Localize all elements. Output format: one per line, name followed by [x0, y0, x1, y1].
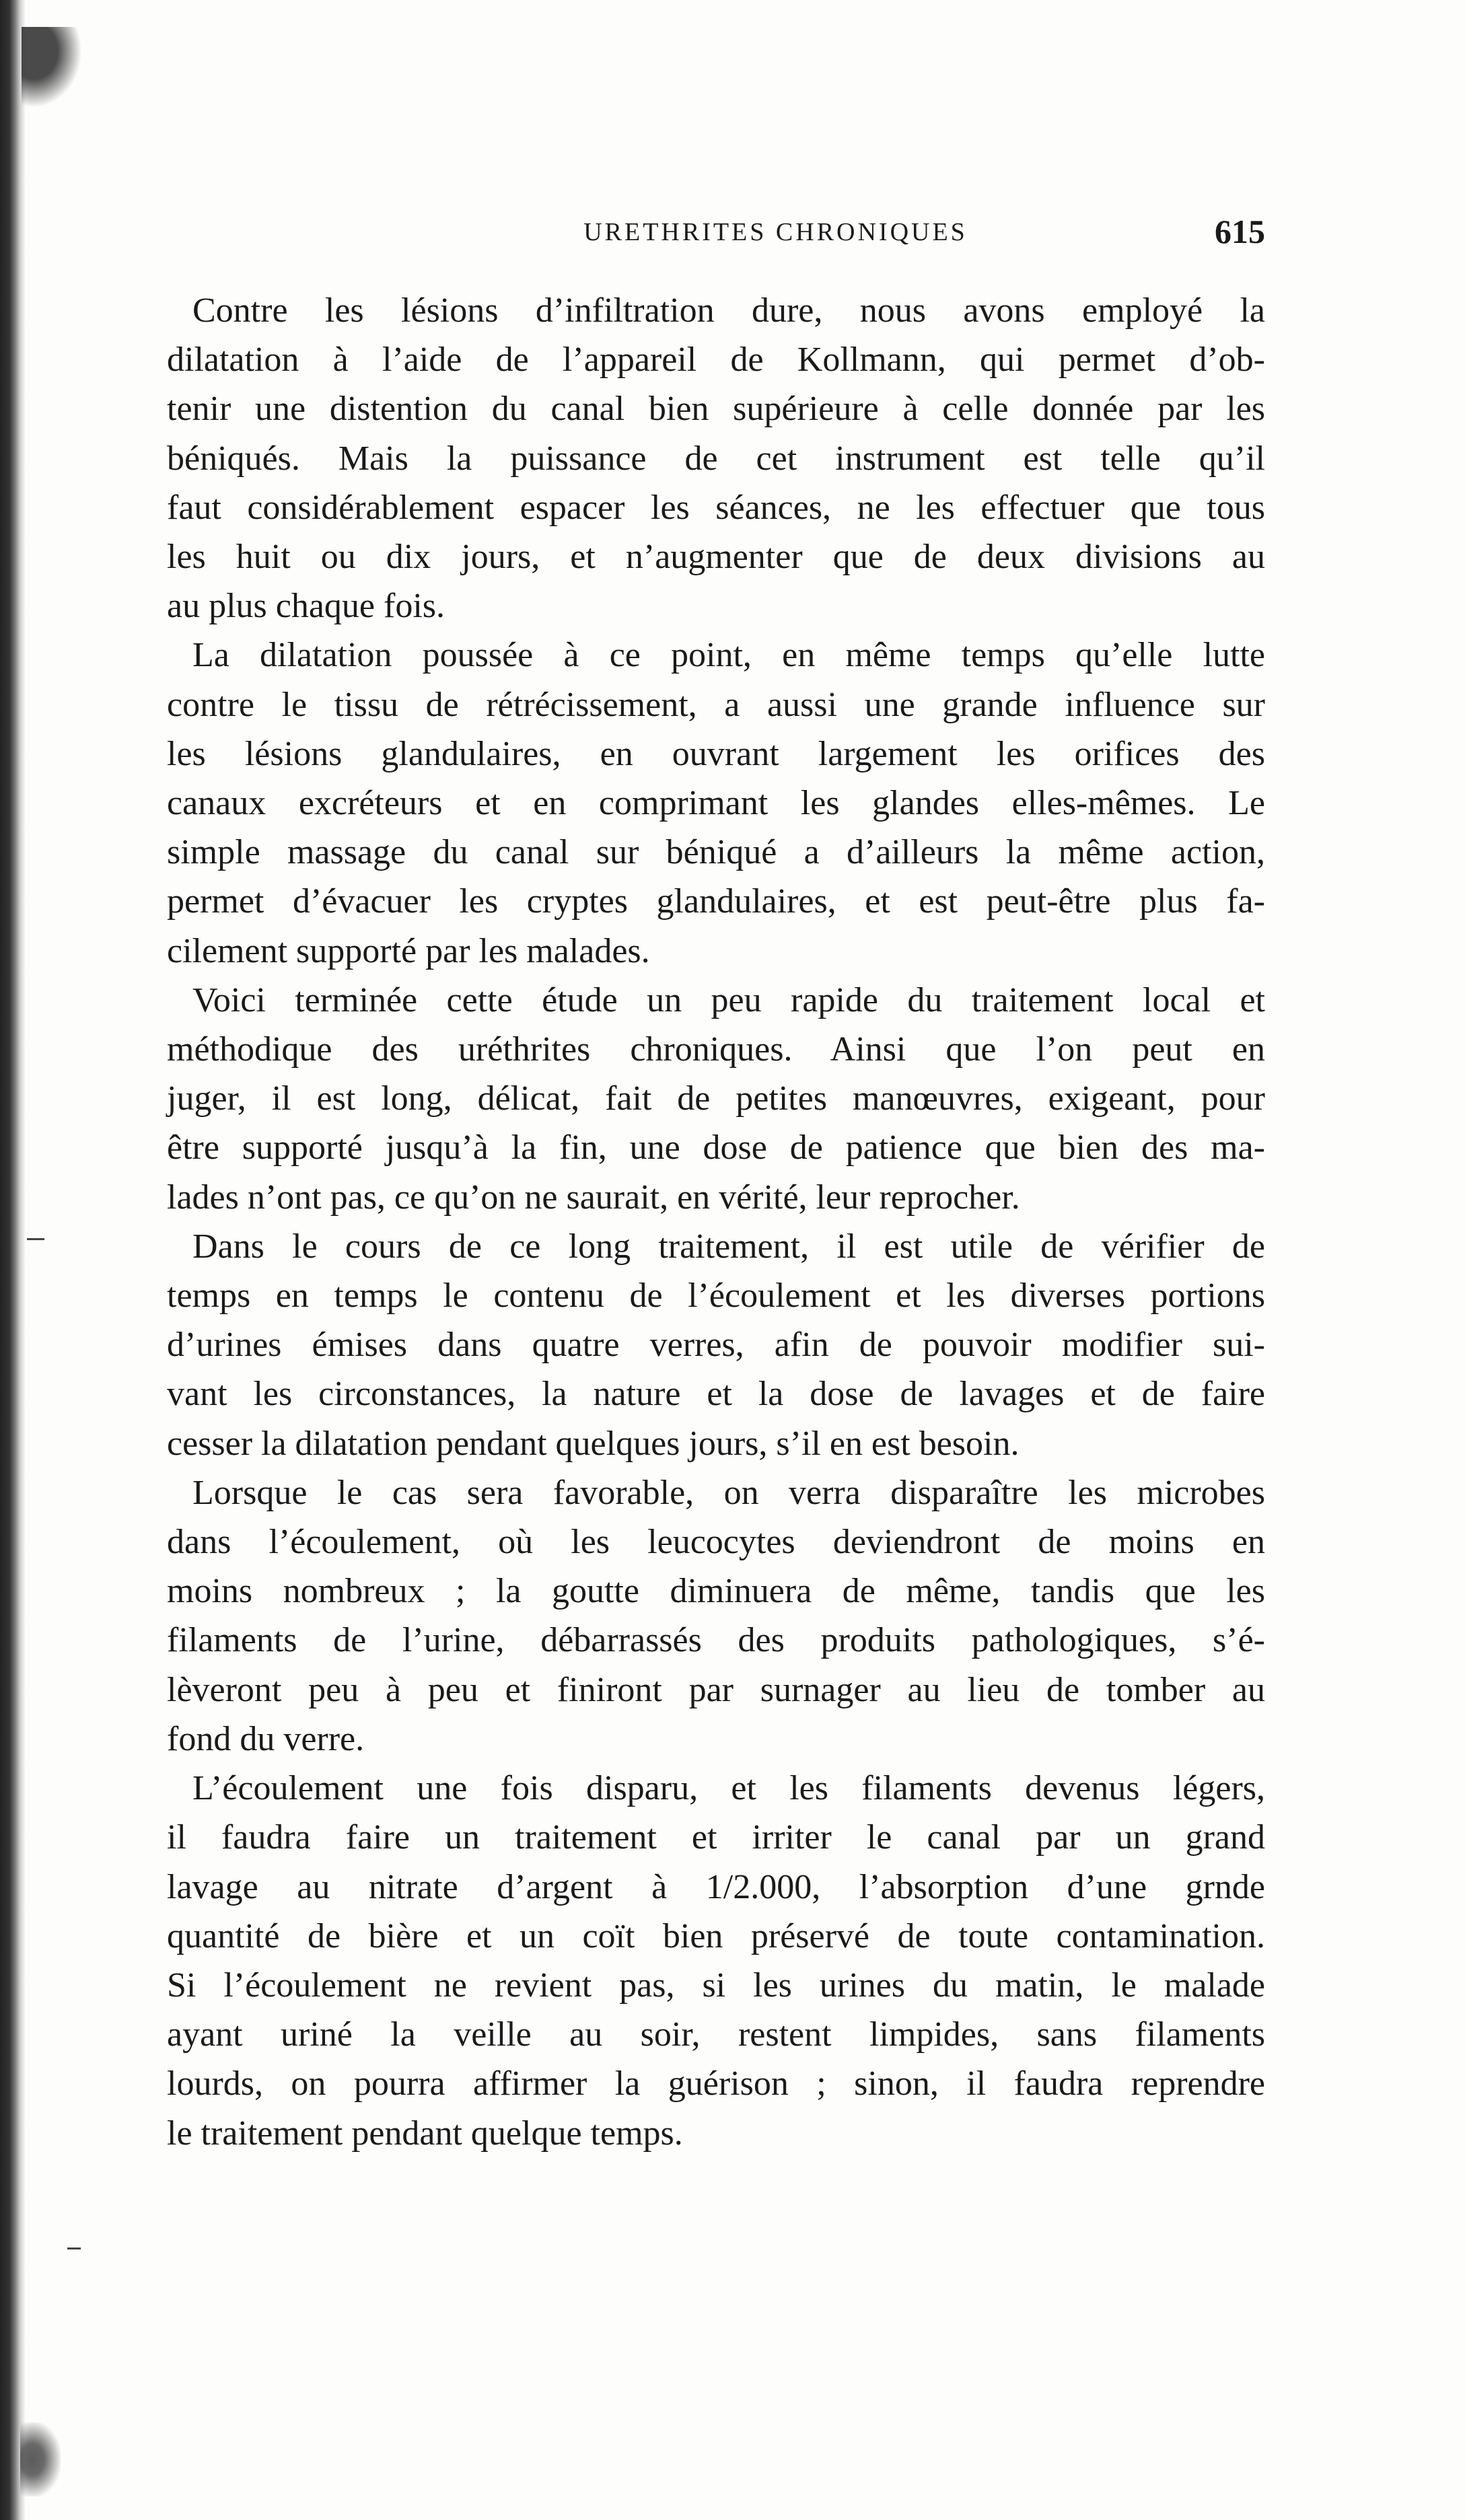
text-line: faut considérablement espacer les séances, ne les effectuer que tous: [167, 488, 1265, 527]
text-line: vant les circonstances, la nature et la dose de lavages et de faire: [167, 1375, 1265, 1414]
body-text: [167, 286, 1265, 2158]
text-line: ayant uriné la veille au soir, restent limpides, sans filaments: [167, 2015, 1265, 2054]
text-line: le traitement pendant quelque temps.: [167, 2114, 683, 2153]
text-line: il faudra faire un traitement et irriter le canal par un grand: [167, 1818, 1265, 1857]
text-line: cilement supporté par les malades.: [167, 931, 650, 970]
margin-tick: [67, 2247, 81, 2249]
margin-tick: [27, 1238, 44, 1240]
binding-mark: [22, 27, 82, 108]
text-line: lavage au nitrate d’argent à 1/2.000, l’absorption d’une grnde: [167, 1867, 1265, 1906]
text-line: simple massage du canal sur béniqué a d’ailleurs la même action,: [167, 833, 1265, 872]
paragraph: [167, 631, 1265, 975]
text-line: Si l’écoulement ne revient pas, si les urines du matin, le malade: [167, 1966, 1265, 2005]
text-line: les huit ou dix jours, et n’augmenter que de deux divisions au: [167, 538, 1265, 577]
paragraph: [167, 1764, 1265, 2158]
text-line: Lorsque le cas sera favorable, on verra disparaître les microbes: [192, 1473, 1265, 1512]
text-line: Contre les lésions d’infiltration dure, nous avons employé la: [192, 291, 1265, 330]
paragraph: [167, 1468, 1265, 1764]
text-line: au plus chaque fois.: [167, 587, 445, 626]
binding-edge: [0, 0, 26, 2520]
text-line: L’écoulement une fois disparu, et les filaments devenus légers,: [192, 1769, 1265, 1808]
text-line: dans l’écoulement, où les leucocytes deviendront de moins en: [167, 1523, 1265, 1562]
text-line: moins nombreux ; la goutte diminuera de même, tandis que les: [167, 1572, 1265, 1611]
text-line: lourds, on pourra affirmer la guérison ; sinon, il faudra reprendre: [167, 2064, 1265, 2103]
page-number: 615: [1215, 213, 1265, 250]
text-line: juger, il est long, délicat, fait de petites manœuvres, exigeant, pour: [167, 1079, 1265, 1118]
text-line: permet d’évacuer les cryptes glandulaires, et est peut-être plus fa-: [167, 882, 1265, 921]
text-line: cesser la dilatation pendant quelques jours, s’il en est besoin.: [167, 1424, 1020, 1463]
text-line: être supporté jusqu’à la fin, une dose de patience que bien des ma-: [167, 1128, 1265, 1167]
text-line: béniqués. Mais la puissance de cet instrument est telle qu’il: [167, 439, 1265, 478]
text-line: d’urines émises dans quatre verres, afin de pouvoir modifier sui-: [167, 1326, 1265, 1365]
text-line: canaux excréteurs et en comprimant les glandes elles-mêmes. Le: [167, 784, 1265, 823]
text-line: méthodique des uréthrites chroniques. Ainsi que l’on peut en: [167, 1030, 1265, 1069]
text-line: lades n’ont pas, ce qu’on ne saurait, en vérité, leur reprocher.: [167, 1178, 1020, 1217]
page-header: [172, 212, 1265, 252]
text-line: dilatation à l’aide de l’appareil de Kollmann, qui permet d’ob-: [167, 340, 1265, 380]
text-line: quantité de bière et un coït bien préservé de toute contamination.: [167, 1916, 1265, 1955]
text-line: tenir une distention du canal bien supérieure à celle donnée par les: [167, 390, 1265, 429]
text-line: lèveront peu à peu et finiront par surnager au lieu de tomber au: [167, 1670, 1265, 1709]
text-line: filaments de l’urine, débarrassés des produits pathologiques, s’é-: [167, 1621, 1265, 1660]
paragraph: [167, 1222, 1265, 1468]
binding-mark: [20, 2422, 61, 2496]
text-line: fond du verre.: [167, 1719, 365, 1758]
text-line: les lésions glandulaires, en ouvrant largement les orifices des: [167, 734, 1265, 773]
text-line: temps en temps le contenu de l’écoulement et les diverses portions: [167, 1276, 1265, 1316]
text-line: La dilatation poussée à ce point, en même temps qu’elle lutte: [192, 636, 1265, 675]
paragraph: [167, 976, 1265, 1222]
running-title: URETHRITES CHRONIQUES: [583, 218, 968, 246]
paragraph: [167, 286, 1265, 631]
text-line: contre le tissu de rétrécissement, a aussi une grande influence sur: [167, 685, 1265, 724]
text-line: Dans le cours de ce long traitement, il est utile de vérifier de: [192, 1227, 1265, 1266]
text-line: Voici terminée cette étude un peu rapide du traitement local et: [192, 980, 1265, 1019]
